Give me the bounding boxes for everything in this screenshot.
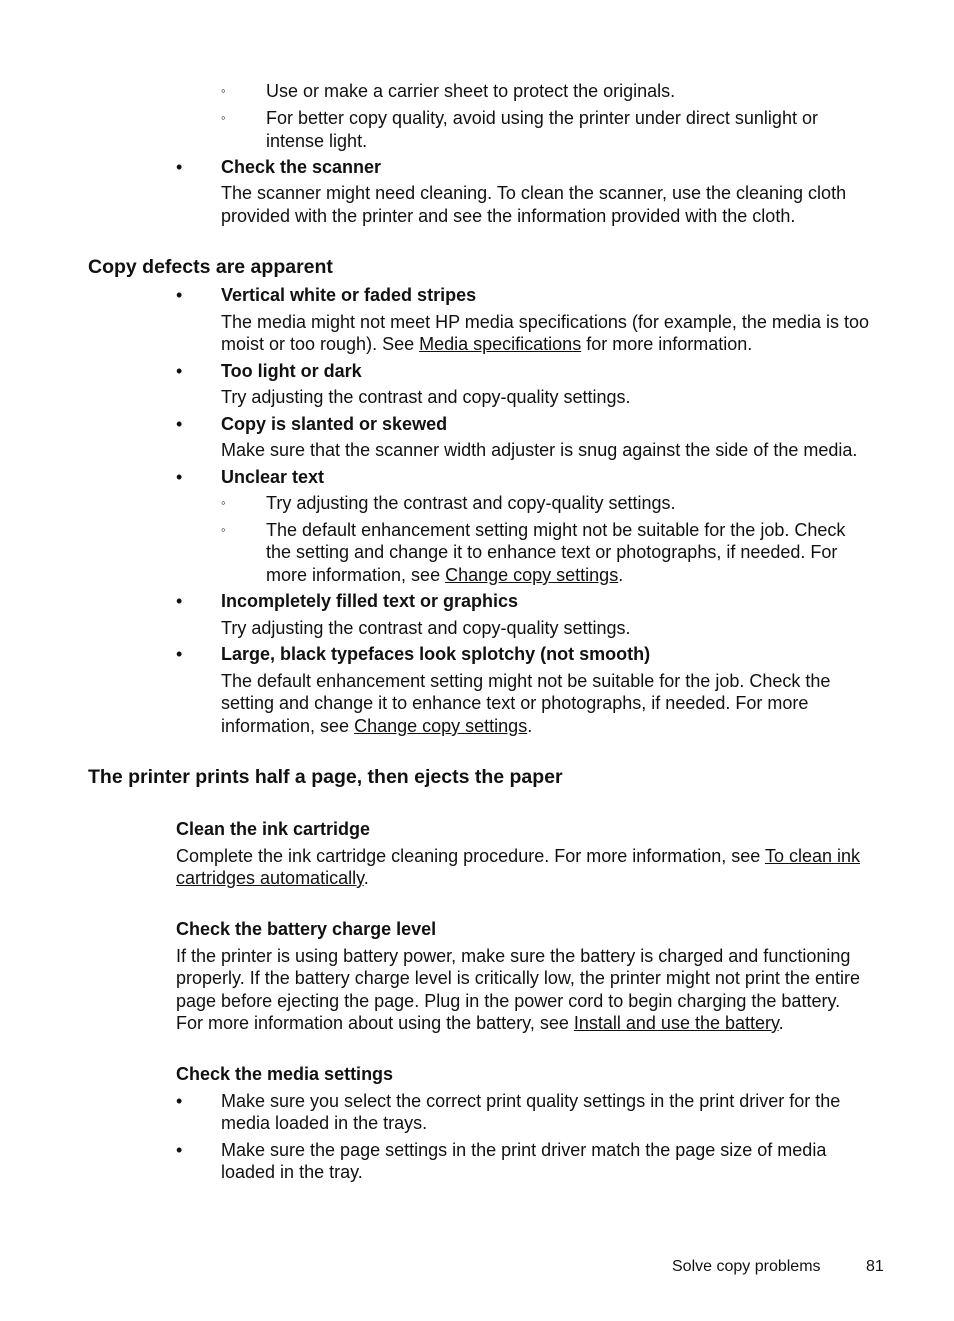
sub-bullet-marker: ◦	[221, 83, 226, 98]
item-title: Incompletely filled text or graphics	[221, 591, 519, 611]
sub-bullet-text: The default enhancement setting might not be suitable for the job. Check	[266, 520, 846, 540]
sub-bullet-text: Try adjusting the contrast and copy-quality settings.	[266, 493, 676, 513]
paragraph-line: If the printer is using battery power, make sure the battery is charged and functioning	[176, 946, 851, 966]
item-text: provided with the printer and see the information provided with the cloth.	[221, 206, 796, 226]
item-text: Make sure the page settings in the print driver match the page size of media	[221, 1140, 827, 1160]
paragraph-line: properly. If the battery charge level is critically low, the printer might not print the entire	[176, 968, 860, 988]
sub-bullet-text: For better copy quality, avoid using the printer under direct sunlight or	[266, 108, 818, 128]
item-text: setting and change it to enhance text or photographs, if needed. For more	[221, 693, 809, 713]
clean-ink-cartridges-link[interactable]: cartridges automatically	[176, 868, 364, 888]
bullet-marker: •	[176, 467, 183, 487]
sub-bullet-marker: ◦	[221, 110, 226, 125]
sub-bullet-marker: ◦	[221, 522, 226, 537]
bullet-marker: •	[176, 1140, 183, 1160]
subsection-heading: Clean the ink cartridge	[176, 819, 371, 839]
bullet-marker: •	[176, 157, 183, 177]
bullet-marker: •	[176, 414, 183, 434]
paragraph-line	[176, 845, 860, 867]
change-copy-settings-link[interactable]: Change copy settings	[445, 565, 619, 585]
text-run: for more information.	[581, 334, 753, 354]
paragraph-line: page before ejecting the page. Plug in the power cord to begin charging the battery.	[176, 991, 841, 1011]
sub-bullet-text: intense light.	[266, 131, 368, 151]
text-run: .	[363, 868, 369, 888]
page-number: 81	[866, 1258, 884, 1275]
item-text	[221, 715, 532, 737]
item-text: The scanner might need cleaning. To clean the scanner, use the cleaning cloth	[221, 183, 847, 203]
text-run: information, see	[221, 716, 355, 736]
sub-bullet-text	[266, 564, 623, 586]
clean-ink-cartridges-link[interactable]: To clean ink	[764, 846, 861, 866]
item-text: loaded in the tray.	[221, 1162, 363, 1182]
item-text	[221, 333, 752, 355]
text-run: .	[778, 1013, 784, 1033]
footer-section-title: Solve copy problems	[672, 1258, 821, 1275]
item-text: Make sure that the scanner width adjuster is snug against the side of the media.	[221, 440, 858, 460]
section-heading: The printer prints half a page, then ejects the paper	[88, 766, 563, 788]
section-heading: Copy defects are apparent	[88, 256, 333, 278]
change-copy-settings-link[interactable]: Change copy settings	[354, 716, 528, 736]
item-text: Try adjusting the contrast and copy-quality settings.	[221, 387, 631, 407]
item-title: Too light or dark	[221, 361, 362, 381]
item-text: The default enhancement setting might not be suitable for the job. Check the	[221, 671, 831, 691]
bullet-marker: •	[176, 591, 183, 611]
text-run: more information, see	[266, 565, 446, 585]
item-text: Try adjusting the contrast and copy-quality settings.	[221, 618, 631, 638]
item-text: The media might not meet HP media specifications (for example, the media is too	[221, 312, 869, 332]
paragraph-line	[176, 1012, 784, 1034]
subsection-heading: Check the media settings	[176, 1064, 394, 1084]
text-run: Complete the ink cartridge cleaning procedure. For more information, see	[176, 846, 765, 866]
bullet-marker: •	[176, 285, 183, 305]
subsection-heading: Check the battery charge level	[176, 919, 437, 939]
item-title: Vertical white or faded stripes	[221, 285, 477, 305]
item-text: Make sure you select the correct print quality settings in the print driver for the	[221, 1091, 841, 1111]
sub-bullet-marker: ◦	[221, 495, 226, 510]
paragraph-line	[176, 867, 369, 889]
bullet-marker: •	[176, 361, 183, 381]
install-use-battery-link[interactable]: Install and use the battery	[573, 1013, 779, 1033]
media-specifications-link[interactable]: Media specifications	[419, 334, 582, 354]
item-text: media loaded in the trays.	[221, 1113, 428, 1133]
text-run: .	[618, 565, 624, 585]
text-run: For more information about using the battery, see	[176, 1013, 574, 1033]
bullet-marker: •	[176, 1091, 183, 1111]
sub-bullet-text: the setting and change it to enhance text or photographs, if needed. For	[266, 542, 838, 562]
text-run: .	[527, 716, 533, 736]
item-title: Unclear text	[221, 467, 325, 487]
item-title: Copy is slanted or skewed	[221, 414, 448, 434]
text-run: moist or too rough). See	[221, 334, 420, 354]
bullet-marker: •	[176, 644, 183, 664]
item-title: Large, black typefaces look splotchy (not smooth)	[221, 644, 651, 664]
item-title: Check the scanner	[221, 157, 382, 177]
sub-bullet-text: Use or make a carrier sheet to protect the originals.	[266, 81, 676, 101]
